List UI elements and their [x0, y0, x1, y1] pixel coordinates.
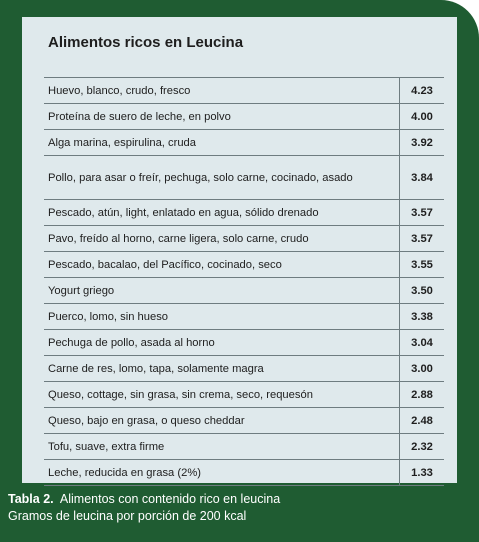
leucine-value: 3.38	[400, 304, 445, 330]
table-row	[44, 434, 444, 460]
caption-label: Tabla 2.	[8, 492, 54, 506]
leucine-value: 3.04	[400, 330, 445, 356]
caption-line2: Gramos de leucina por porción de 200 kcal	[8, 509, 247, 523]
table-card	[22, 17, 457, 483]
leucine-value: 2.88	[400, 382, 445, 408]
food-name: Leche, reducida en grasa (2%)	[44, 460, 400, 486]
food-name: Pavo, freído al horno, carne ligera, solo carne, crudo	[44, 226, 400, 252]
table-row	[44, 304, 444, 330]
table-row	[44, 278, 444, 304]
table-title: Alimentos ricos en Leucina	[48, 34, 244, 51]
leucine-value: 3.57	[400, 200, 445, 226]
table-row	[44, 408, 444, 434]
food-name: Pollo, para asar o freír, pechuga, solo carne, cocinado, asado	[44, 156, 400, 200]
leucine-value: 3.50	[400, 278, 445, 304]
leucine-table	[44, 77, 444, 486]
leucine-value: 3.00	[400, 356, 445, 382]
food-name: Pescado, bacalao, del Pacífico, cocinado, seco	[44, 252, 400, 278]
leucine-value: 4.00	[400, 104, 445, 130]
food-name: Queso, cottage, sin grasa, sin crema, seco, requesón	[44, 382, 400, 408]
food-name: Puerco, lomo, sin hueso	[44, 304, 400, 330]
table-row	[44, 382, 444, 408]
food-name: Tofu, suave, extra firme	[44, 434, 400, 460]
food-name: Yogurt griego	[44, 278, 400, 304]
table-row	[44, 104, 444, 130]
leucine-value: 3.92	[400, 130, 445, 156]
table-row	[44, 330, 444, 356]
food-name: Queso, bajo en grasa, o queso cheddar	[44, 408, 400, 434]
table-row	[44, 200, 444, 226]
leucine-value: 1.33	[400, 460, 445, 486]
leucine-value: 2.48	[400, 408, 445, 434]
food-name: Alga marina, espirulina, cruda	[44, 130, 400, 156]
food-name: Carne de res, lomo, tapa, solamente magra	[44, 356, 400, 382]
leucine-value: 3.84	[400, 156, 445, 200]
table-row	[44, 226, 444, 252]
leucine-value: 4.23	[400, 78, 445, 104]
table-row	[44, 356, 444, 382]
leucine-value: 3.55	[400, 252, 445, 278]
table-row	[44, 252, 444, 278]
table-row	[44, 78, 444, 104]
leucine-value: 3.57	[400, 226, 445, 252]
food-name: Pechuga de pollo, asada al horno	[44, 330, 400, 356]
table-row	[44, 156, 444, 200]
leucine-value: 2.32	[400, 434, 445, 460]
food-name: Huevo, blanco, crudo, fresco	[44, 78, 400, 104]
food-name: Proteína de suero de leche, en polvo	[44, 104, 400, 130]
table-caption	[8, 491, 280, 525]
food-name: Pescado, atún, light, enlatado en agua, sólido drenado	[44, 200, 400, 226]
caption-line1: Alimentos con contenido rico en leucina	[59, 492, 281, 506]
table-row	[44, 460, 444, 486]
table-row	[44, 130, 444, 156]
